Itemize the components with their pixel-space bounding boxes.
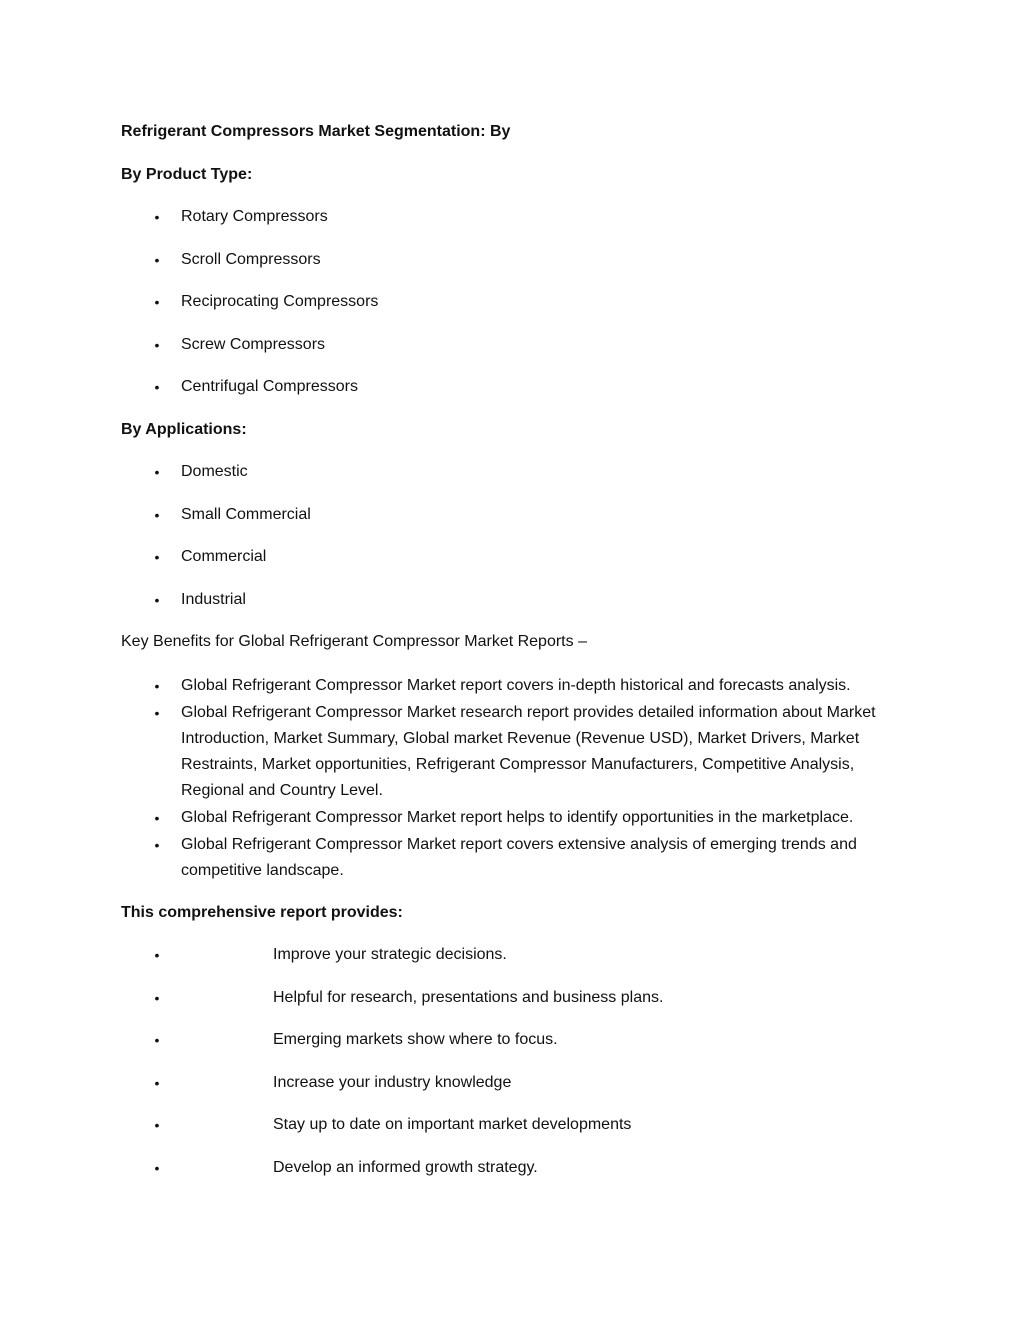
applications-heading: By Applications: xyxy=(121,421,247,438)
benefits-heading: Key Benefits for Global Refrigerant Compressor Market Reports – xyxy=(121,633,587,650)
bullet-icon: • xyxy=(154,591,160,608)
bullet-icon: • xyxy=(154,678,160,694)
list-item-text: Reciprocating Compressors xyxy=(181,293,379,311)
list-item xyxy=(0,805,1024,831)
bullet-icon: • xyxy=(154,705,160,721)
list-item-text: Increase your industry knowledge xyxy=(273,1073,512,1091)
list-item-text: Screw Compressors xyxy=(181,335,326,353)
bullet-icon: • xyxy=(154,947,160,963)
list-item-text: Global Refrigerant Compressor Market report helps to identify opportunities in the marketplace. xyxy=(181,809,854,826)
list-item-text: Develop an informed growth strategy. xyxy=(273,1158,538,1176)
list-item-text: Commercial xyxy=(181,548,267,566)
benefits-list xyxy=(0,673,1024,885)
list-item-text: Global Refrigerant Compressor Market report covers in-depth historical and forecasts analysis. xyxy=(181,677,851,694)
list-item-text: Centrifugal Compressors xyxy=(181,378,358,396)
bullet-icon: • xyxy=(154,1117,160,1134)
bullet-icon: • xyxy=(154,1074,160,1091)
bullet-icon: • xyxy=(154,1159,160,1176)
bullet-icon: • xyxy=(154,837,160,853)
product-type-heading: By Product Type: xyxy=(121,166,253,183)
list-item-text: Stay up to date on important market developments xyxy=(273,1116,632,1134)
list-item xyxy=(0,832,1024,884)
bullet-icon: • xyxy=(154,810,160,826)
list-item-text: Industrial xyxy=(181,590,246,608)
bullet-icon: • xyxy=(154,549,160,566)
list-item-text: Improve your strategic decisions. xyxy=(273,946,507,963)
list-item xyxy=(0,700,1024,804)
list-item-text: Domestic xyxy=(181,463,248,480)
provides-heading: This comprehensive report provides: xyxy=(121,904,403,921)
bullet-icon: • xyxy=(154,1032,160,1049)
list-item-text: Rotary Compressors xyxy=(181,208,328,225)
list-item-text: Scroll Compressors xyxy=(181,250,321,268)
bullet-icon: • xyxy=(154,379,160,396)
segmentation-heading: Refrigerant Compressors Market Segmentation: By xyxy=(121,123,511,140)
bullet-icon: • xyxy=(154,506,160,523)
list-item-text: Global Refrigerant Compressor Market research report provides detailed information about Market Introduction, Market Summary, Global market Revenue (Revenue USD), Market Drivers, Market Restraints, Market opportunities, Refrigerant Compressor Manufacturers, Competitive Analysis, Regional and Country Level. xyxy=(181,704,876,799)
list-item-text: Helpful for research, presentations and business plans. xyxy=(273,988,664,1006)
bullet-icon: • xyxy=(154,464,160,480)
list-item-text: Emerging markets show where to focus. xyxy=(273,1031,558,1049)
bullet-icon: • xyxy=(154,336,160,353)
list-item xyxy=(0,673,1024,699)
list-item-text: Global Refrigerant Compressor Market report covers extensive analysis of emerging trends and competitive landscape. xyxy=(181,836,857,879)
bullet-icon: • xyxy=(154,209,160,225)
bullet-icon: • xyxy=(154,989,160,1006)
bullet-icon: • xyxy=(154,251,160,268)
list-item-text: Small Commercial xyxy=(181,505,311,523)
bullet-icon: • xyxy=(154,294,160,311)
